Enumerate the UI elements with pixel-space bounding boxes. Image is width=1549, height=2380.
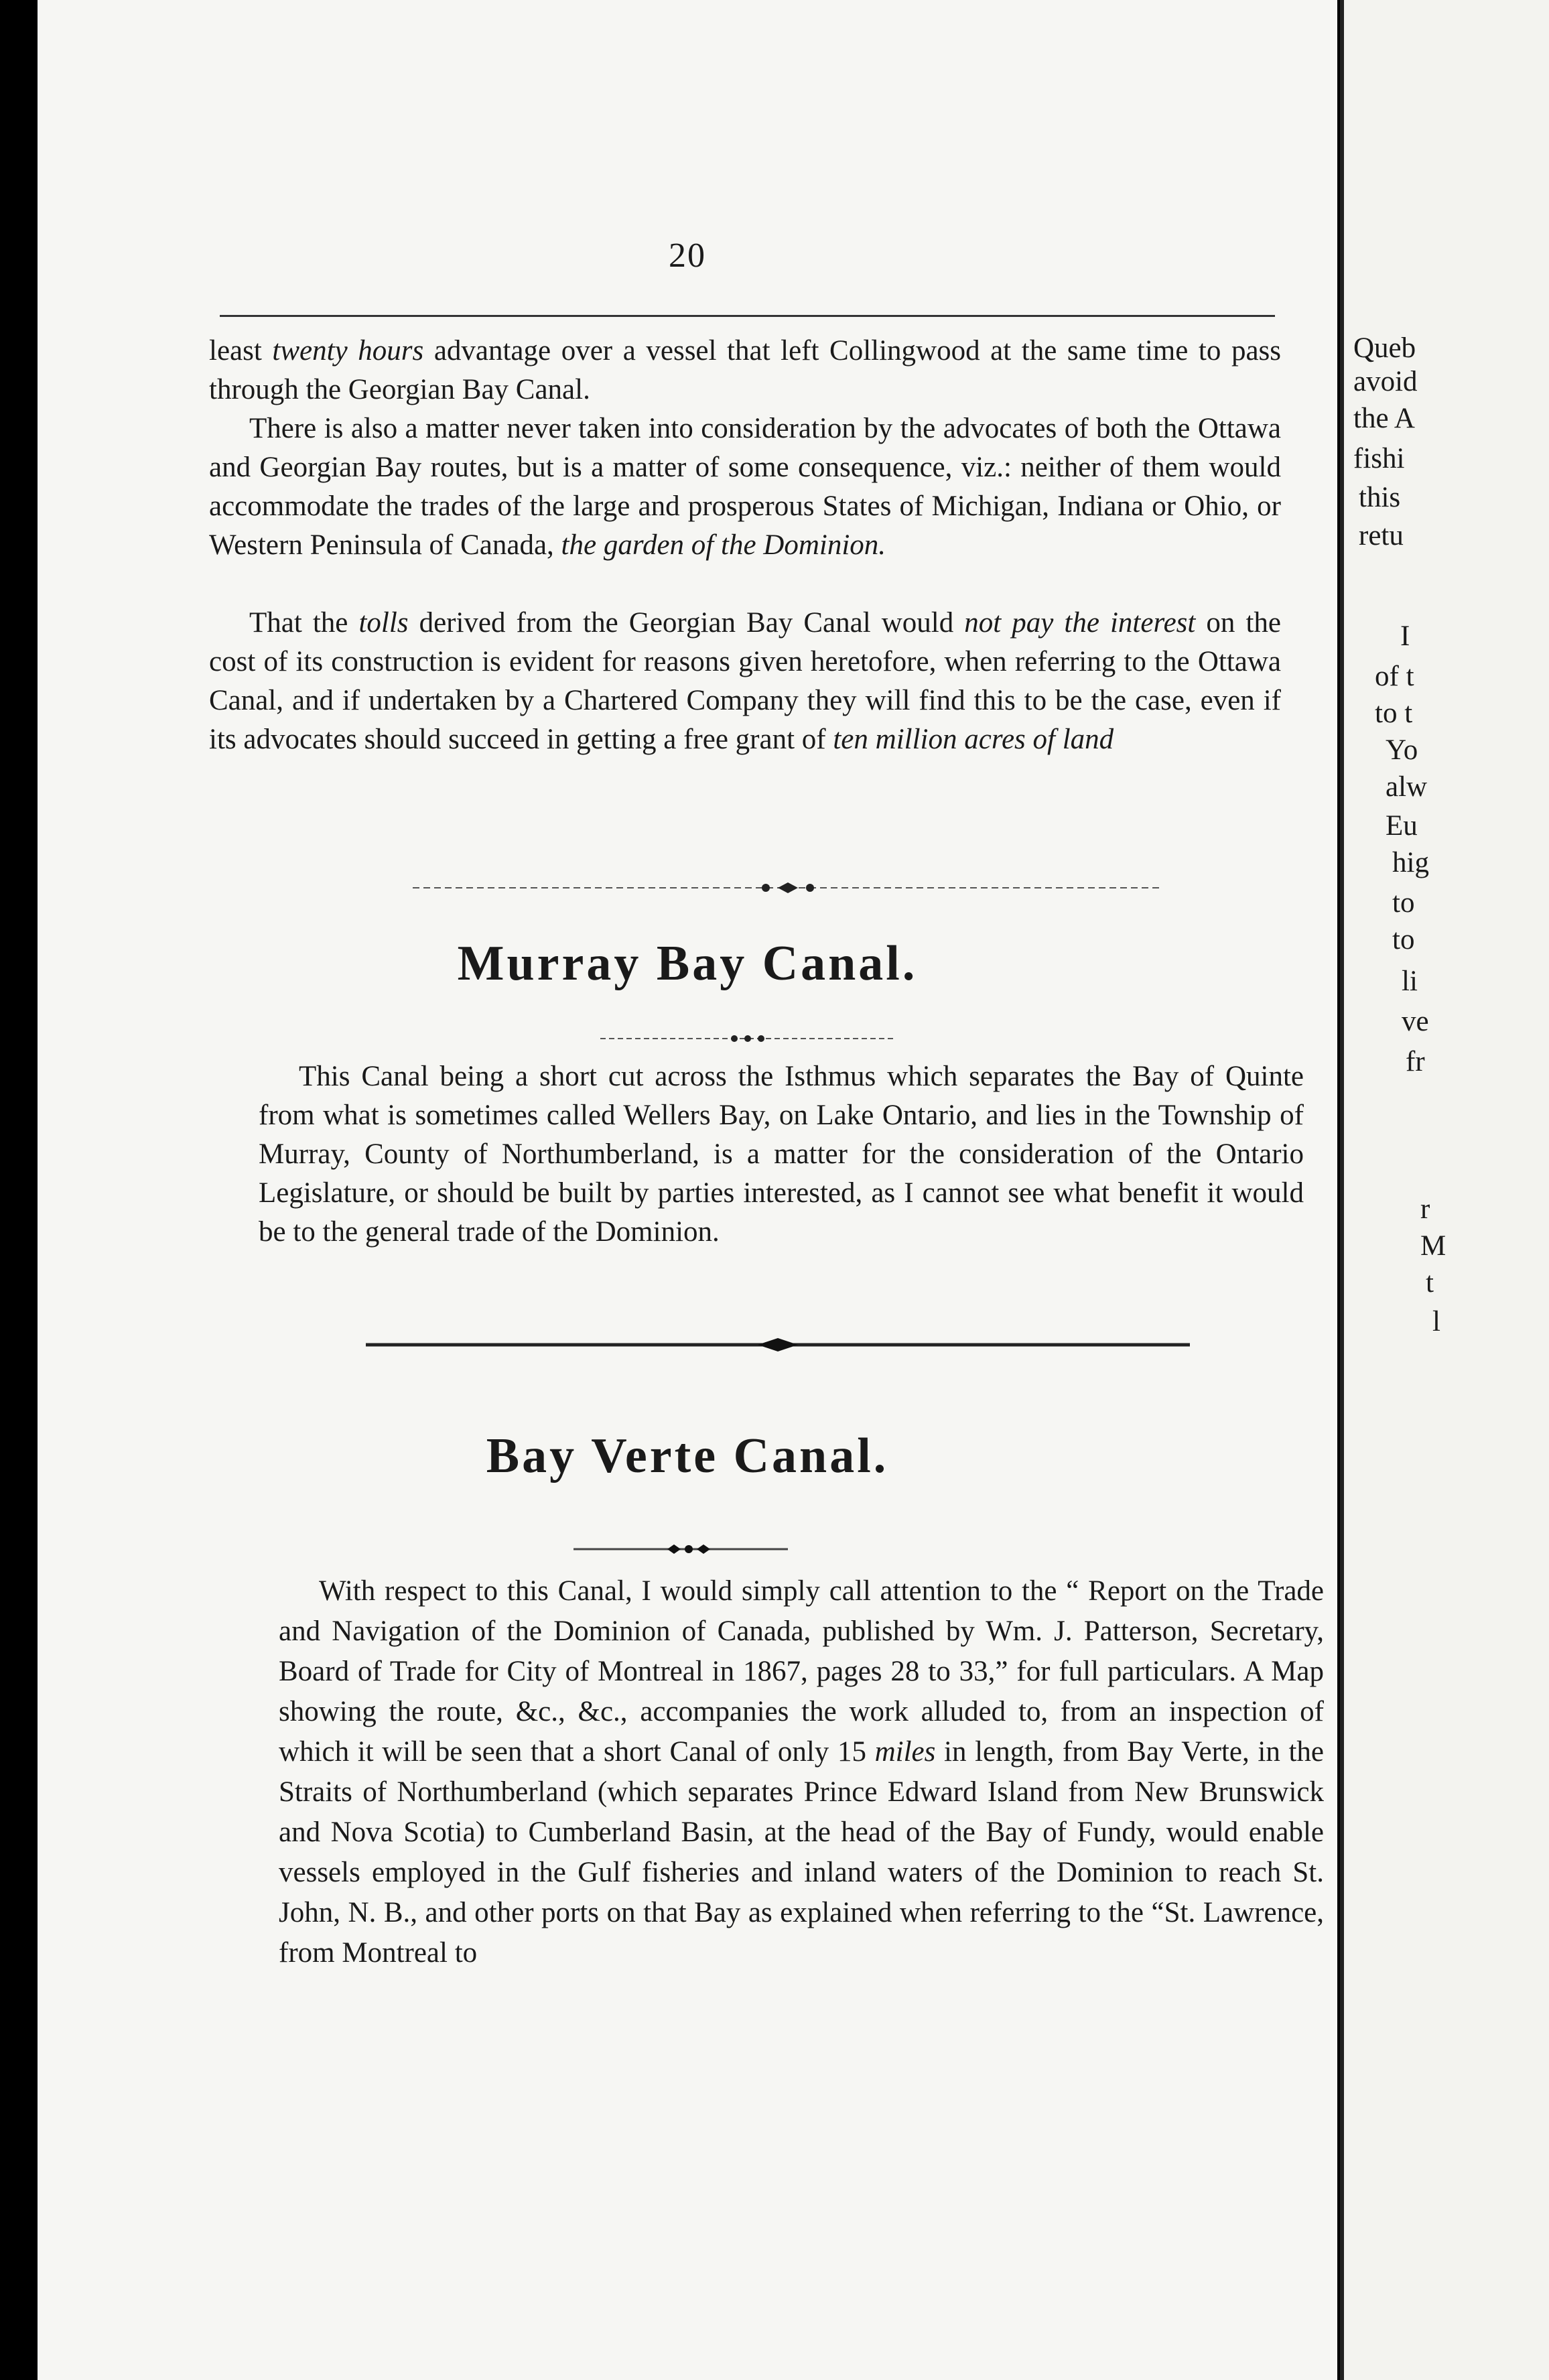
adjacent-page-text-fragment: to [1392,887,1415,919]
bay-verte-paragraph [279,1571,1324,1973]
text-run: With respect to this Canal, I would simply call attention to the “ Report on the Trade and Navigation of the Dominion of Canada, published by Wm. J. Patterson, Secretary, Board of Trade for City of Montreal in 1867, pages 28 to 33,” for full particulars. A Map showing the route, &c., &c., accompanies the work alluded to, from an inspection of which it will be seen that a short Canal of only 15 [279,1575,1324,1768]
adjacent-page-text-fragment: avoid [1353,366,1418,397]
section-divider-ornament [413,878,1163,898]
adjacent-page-text-fragment: M [1420,1230,1446,1262]
page-fold [1340,0,1344,2380]
header-rule [220,315,1275,317]
adjacent-page-text-fragment: Yo [1386,734,1418,766]
italic-text: tolls [358,607,409,639]
text-run: advantage over a vessel that left Collingwood at the same time to pass through the Georgian Bay Canal. [209,335,1281,405]
paragraph-1 [209,332,1281,409]
italic-text: miles [874,1736,936,1768]
adjacent-page-edge [1340,0,1549,2380]
adjacent-page-text-fragment: of t [1375,661,1414,692]
adjacent-page-text-fragment: alw [1386,771,1428,803]
adjacent-page-text-fragment: the A [1353,403,1415,434]
adjacent-page-text-fragment: t [1426,1267,1434,1299]
paragraph-3 [209,604,1281,759]
italic-text: the garden of the Dominion. [561,529,886,561]
page-number: 20 [669,237,706,275]
adjacent-page-text-fragment: retu [1359,520,1404,551]
adjacent-page-text-fragment: this [1359,482,1401,513]
text-run: on the cost of its construction is evident for reasons given heretofore, when referring to the Ottawa Canal, and if undertaken by a Chartered Company they will find this to be the case, even if its advocates should succeed in getting a free grant of [209,607,1281,755]
adjacent-page-text-fragment: l [1432,1306,1440,1337]
text-run: There is also a matter never taken into consideration by the advocates of both the Ottawa and Georgian Bay routes, but is a matter of some consequence, viz.: neither of them would accommodate the trades of the large and prosperous States of Michigan, Indiana or Ohio, or Western Peninsula of Canada, [209,413,1281,561]
heading-ornament [600,1031,895,1047]
adjacent-page-text-fragment: to t [1375,698,1413,729]
adjacent-page-text-fragment: r [1420,1193,1430,1225]
heading-murray-bay-canal: Murray Bay Canal. [457,936,918,991]
text-run: derived from the Georgian Bay Canal would [408,607,965,639]
text-run: in length, from Bay Verte, in the Straits of Northumberland (which separates Prince Edward Island from New Brunswick and Nova Scotia) to Cumberland Basin, at the head of the Bay of Fundy, would enable vessels employed in the Gulf fisheries and inland waters of the Dominion to reach St. John, N. B., and other ports on that Bay as explained when referring to the “St. Lawrence, from Montreal to [279,1736,1324,1969]
section-rule-with-diamond [366,1335,1190,1355]
adjacent-page-text-fragment: hig [1392,847,1429,878]
adjacent-page-text-fragment: fishi [1353,443,1405,474]
adjacent-page-text-fragment: li [1402,966,1418,997]
adjacent-page-text-fragment: Eu [1386,810,1418,842]
document-page [38,0,1337,2380]
adjacent-page-text-fragment: to [1392,924,1415,955]
text-run: That the [249,607,359,639]
text-run: least [209,335,273,367]
heading-ornament-2 [574,1541,788,1557]
adjacent-page-text-fragment: I [1400,620,1410,652]
italic-text: not pay the interest [964,607,1196,639]
adjacent-page-text-fragment: ve [1402,1006,1429,1037]
italic-text: twenty hours [272,335,424,367]
paragraph-2 [209,409,1281,565]
italic-text: ten million acres of land [833,724,1114,755]
murray-bay-paragraph: This Canal being a short cut across the Isthmus which separates the Bay of Quinte from what is sometimes called Wellers Bay, on Lake Ontario, and lies in the Township of Murray, County of Northumberland, is a matter for the consideration of the Ontario Legislature, or should be built by parties interested, as I cannot see what benefit it would be to the general trade of the Dominion. [259,1061,1304,1248]
heading-bay-verte-canal: Bay Verte Canal. [486,1429,889,1483]
adjacent-page-text-fragment: Queb [1353,332,1416,364]
adjacent-page-text-fragment: fr [1406,1046,1425,1077]
